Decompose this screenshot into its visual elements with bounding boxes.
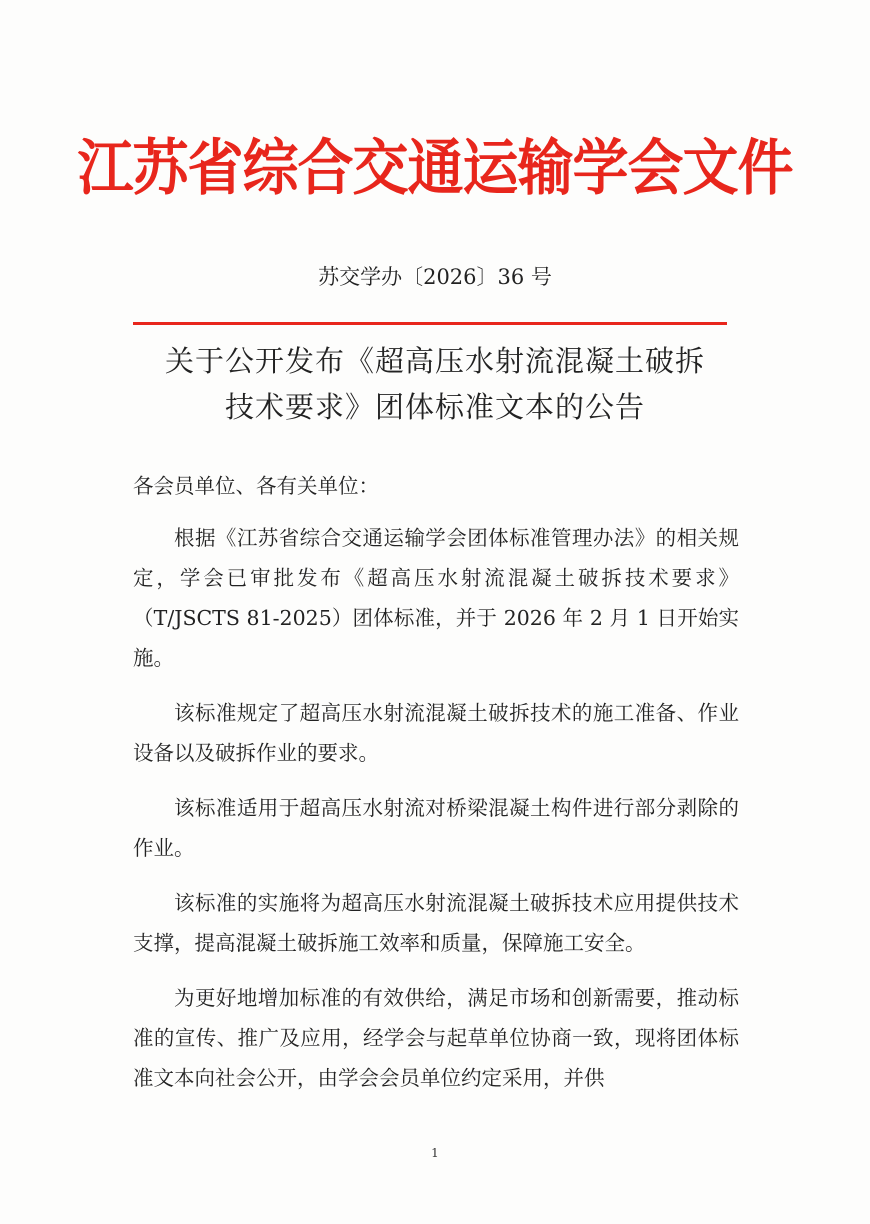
document-number: 苏交学办〔2026〕36 号 [318, 265, 552, 289]
red-separator-line [133, 322, 727, 325]
body-paragraph: 根据《江苏省综合交通运输学会团体标准管理办法》的相关规定，学会已审批发布《超高压水射流混凝土破拆技术要求》（T/JSCTS 81-2025）团体标准，并于 2026 年 2 月 1 日开始实施。 [133, 526, 739, 670]
body-paragraph: 该标准规定了超高压水射流混凝土破拆技术的施工准备、作业设备以及破拆作业的要求。 [133, 701, 739, 765]
notice-title-line-1: 关于公开发布《超高压水射流混凝土破拆 [164, 344, 705, 378]
body-paragraph: 该标准的实施将为超高压水射流混凝土破拆技术应用提供技术支撑，提高混凝土破拆施工效率和质量，保障施工安全。 [133, 891, 739, 955]
notice-body [133, 466, 739, 1113]
notice-title-line-2: 技术要求》团体标准文本的公告 [224, 390, 645, 424]
salutation: 各会员单位、各有关单位： [133, 474, 379, 498]
page-number: 1 [431, 1146, 439, 1160]
issuer-header-title: 江苏省综合交通运输学会文件 [77, 132, 793, 204]
notice-title [0, 338, 870, 430]
body-paragraph: 该标准适用于超高压水射流对桥梁混凝土构件进行部分剥除的作业。 [133, 796, 739, 860]
body-paragraph: 为更好地增加标准的有效供给，满足市场和创新需要，推动标准的宣传、推广及应用，经学会与起草单位协商一致，现将团体标准文本向社会公开，由学会会员单位约定采用，并供 [133, 986, 739, 1090]
